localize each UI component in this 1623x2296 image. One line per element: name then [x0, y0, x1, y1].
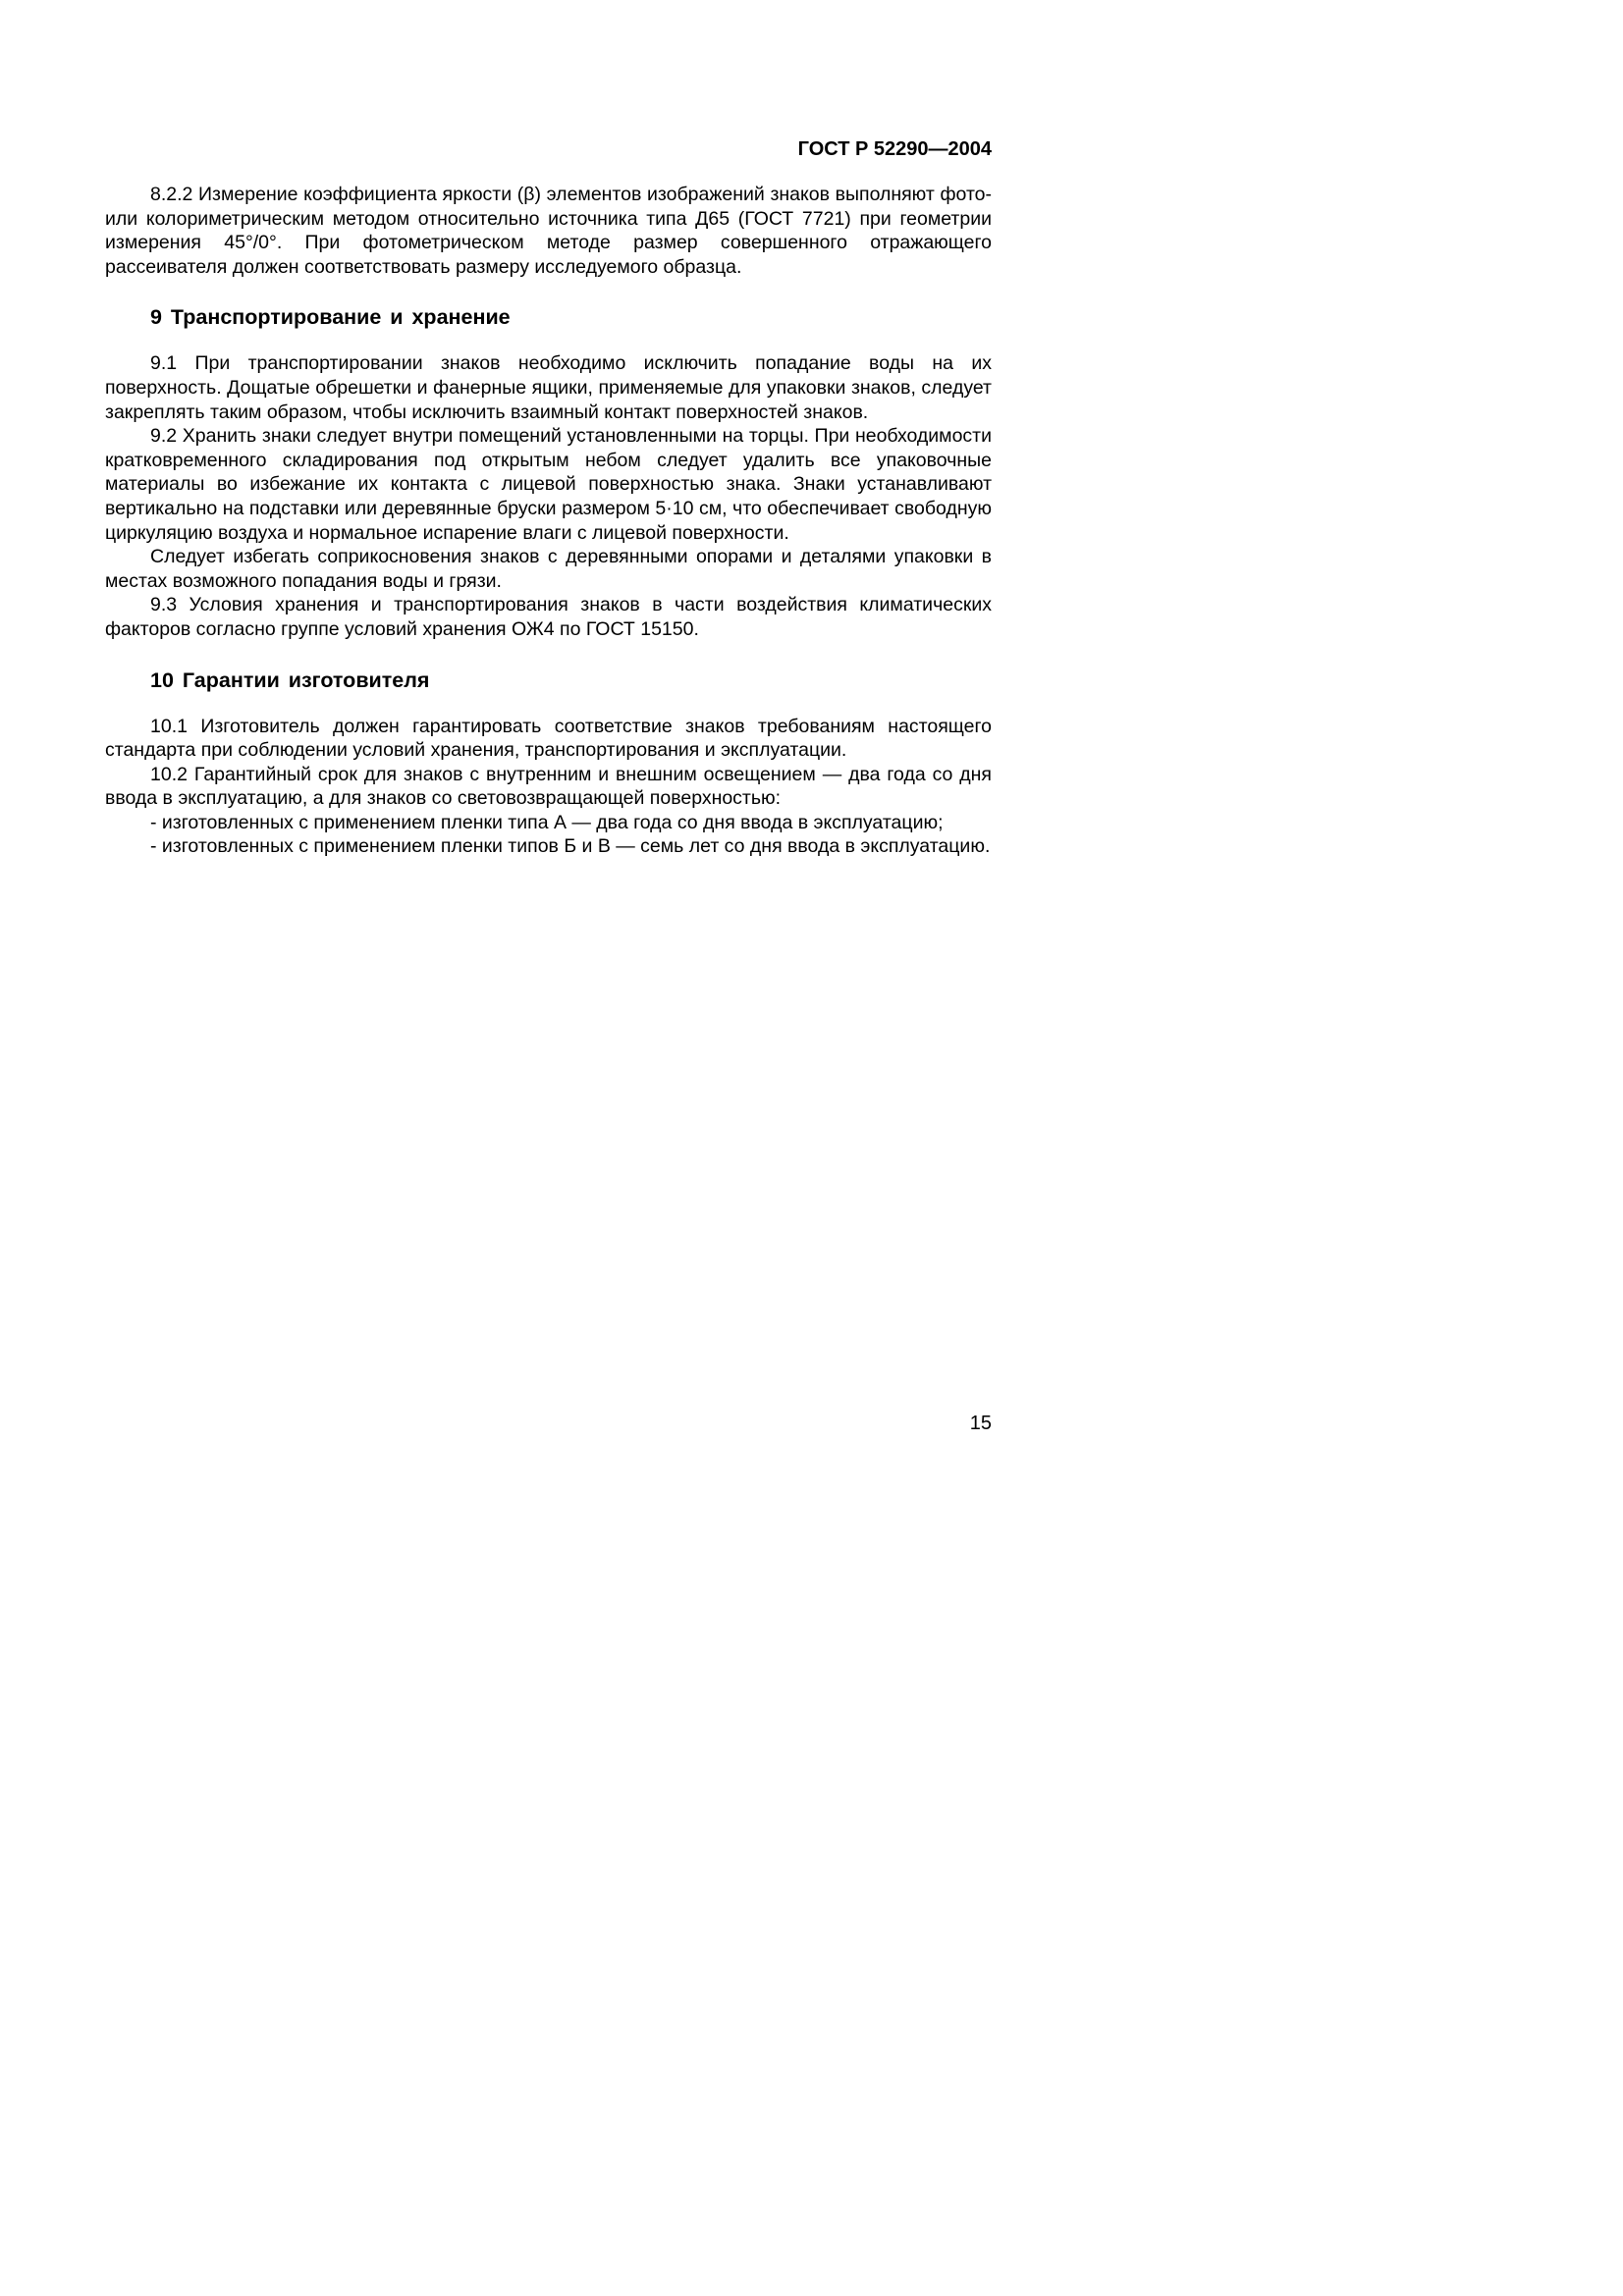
section-heading-9: 9 Транспортирование и хранение — [150, 305, 511, 330]
paragraph-10-1: 10.1 Изготовитель должен гарантировать соответствие знаков требованиям настоящего стандарта при соблюдении условий хранения, транспортирования и эксплуатации. — [105, 715, 992, 762]
document-code-header: ГОСТ Р 52290—2004 — [797, 138, 992, 160]
page-number: 15 — [969, 1413, 992, 1434]
list-item-film-types-b-v: - изготовленных с применением пленки типов Б и В — семь лет со дня ввода в эксплуатацию. — [150, 835, 991, 858]
text-block — [105, 137, 992, 859]
paragraph-9-2-note: Следует избегать соприкосновения знаков с деревянными опорами и деталями упаковки в местах возможного попадания воды и грязи. — [105, 546, 992, 592]
section-heading-10: 10 Гарантии изготовителя — [150, 667, 430, 692]
paragraph-9-1: 9.1 При транспортировании знаков необходимо исключить попадание воды на их поверхность. Дощатые обрешетки и фанерные ящики, применяемые для упаковки знаков, следует закреплять таким образом, чтобы исключить взаимный контакт поверхностей знаков. — [105, 352, 992, 423]
paragraph-9-3: 9.3 Условия хранения и транспортирования знаков в части воздействия климатических факторов согласно группе условий хранения ОЖ4 по ГОСТ 15150. — [105, 594, 992, 640]
paragraph-8-2-2: 8.2.2 Измерение коэффициента яркости (β) элементов изображений знаков выполняют фото- или колориметрическим методом относительно источника типа Д65 (ГОСТ 7721) при геометрии измерения 45°/0°. При фотометрическом методе размер совершенного отражающего рассеивателя должен соответствовать размеру исследуемого образца. — [105, 184, 992, 278]
list-item-film-type-a: - изготовленных с применением пленки типа А — два года со дня ввода в эксплуатацию; — [150, 811, 944, 833]
paragraph-10-2: 10.2 Гарантийный срок для знаков с внутренним и внешним освещением — два года со дня ввода в эксплуатацию, а для знаков со световозвращающей поверхностью: — [105, 763, 992, 810]
paragraph-9-2: 9.2 Хранить знаки следует внутри помещений установленными на торцы. При необходимости кратковременного складирования под открытым небом следует удалить все упаковочные материалы во избежание их контакта с лицевой поверхностью знака. Знаки устанавливают вертикально на подставки или деревянные бруски размером 5·10 см, что обеспечивает свободную циркуляцию воздуха и нормальное испарение влаги с лицевой поверхности. — [105, 425, 992, 544]
